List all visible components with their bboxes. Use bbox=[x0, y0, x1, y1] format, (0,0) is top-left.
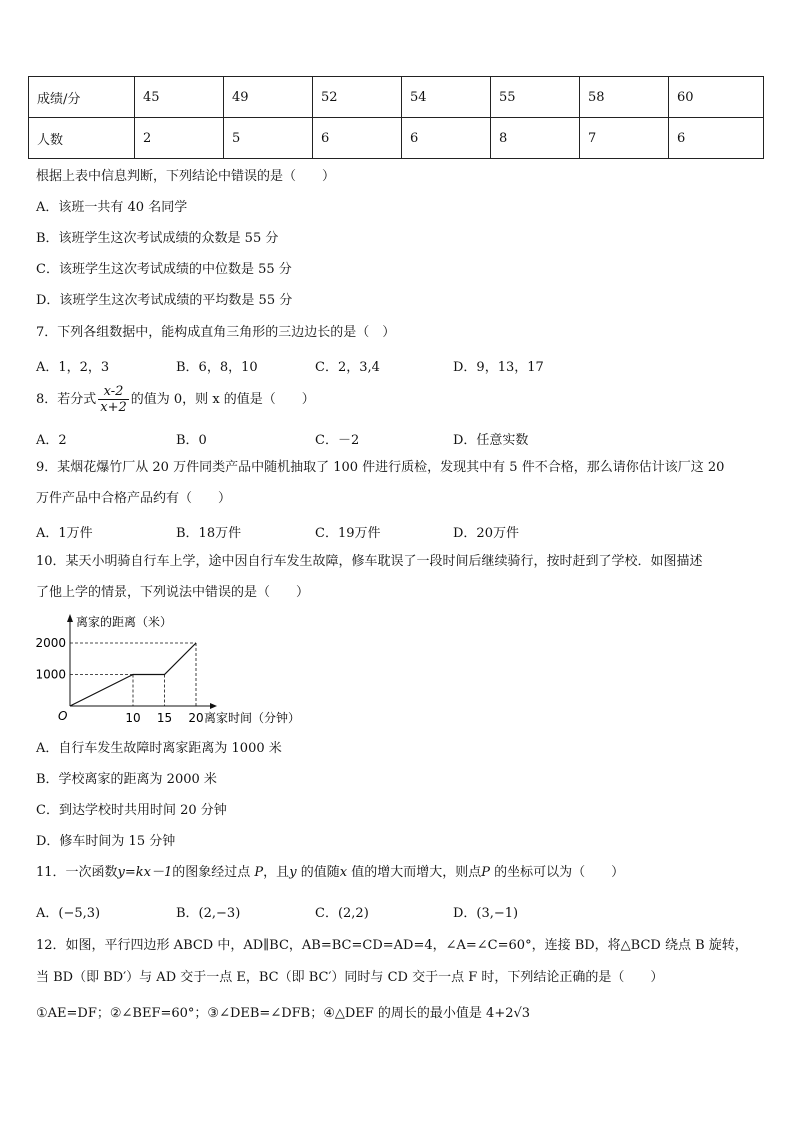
table-row bbox=[29, 77, 764, 118]
q11-point: P bbox=[481, 865, 490, 880]
q8-prefix: 8．若分式 bbox=[36, 392, 97, 407]
table-header-cell: 人数 bbox=[29, 118, 135, 159]
q8-option-c: C．－2 bbox=[315, 433, 360, 448]
q9-line2: 万件产品中合格产品约有（ ） bbox=[36, 491, 232, 506]
q8-option-a: A．2 bbox=[36, 433, 67, 448]
q11-text: 值的增大而增大，则点 bbox=[351, 865, 482, 880]
q12-sqrt: √3 bbox=[513, 1006, 531, 1021]
q8-stem bbox=[36, 383, 315, 417]
q10-option-d: D．修车时间为 15 分钟 bbox=[36, 834, 176, 849]
q10-option-c: C．到达学校时共用时间 20 分钟 bbox=[36, 803, 227, 818]
fraction-numerator: x-2 bbox=[98, 384, 129, 400]
q6-option-d: D．该班学生这次考试成绩的平均数是 55 分 bbox=[36, 293, 293, 308]
score-table bbox=[28, 76, 764, 159]
q8-option-b: B．0 bbox=[176, 433, 207, 448]
q11-option-d: D．(3,−1) bbox=[453, 906, 519, 921]
table-cell: 7 bbox=[580, 118, 669, 159]
distance-time-chart bbox=[30, 608, 330, 733]
table-header-cell: 成绩/分 bbox=[29, 77, 135, 118]
q6-stem: 根据上表中信息判断，下列结论中错误的是（ ） bbox=[36, 169, 336, 184]
q12-line2: 当 BD（即 BD′）与 AD 交于一点 E，BC（即 BC′）同时与 CD 交于一点 F 时，下列结论正确的是（ ） bbox=[36, 970, 664, 985]
x-axis-label: 离家时间（分钟） bbox=[204, 711, 301, 725]
table-cell: 6 bbox=[669, 118, 764, 159]
q11-text: ，且 bbox=[263, 865, 290, 880]
q6-option-a: A．该班一共有 40 名同学 bbox=[36, 200, 188, 215]
q6-option-b: B．该班学生这次考试成绩的众数是 55 分 bbox=[36, 231, 279, 246]
table-cell: 55 bbox=[491, 77, 580, 118]
q7-option-c: C．2，3,4 bbox=[315, 360, 380, 375]
q6-option-c: C．该班学生这次考试成绩的中位数是 55 分 bbox=[36, 262, 292, 277]
q11-option-b: B．(2,−3) bbox=[176, 906, 241, 921]
q11-suffix: 的坐标可以为（ ） bbox=[494, 865, 625, 880]
fraction-denominator: x+2 bbox=[100, 400, 127, 415]
q7-option-b: B．6，8，10 bbox=[176, 360, 258, 375]
table-cell: 58 bbox=[580, 77, 669, 118]
table-cell: 2 bbox=[135, 118, 224, 159]
table-cell: 52 bbox=[313, 77, 402, 118]
y-axis-arrow bbox=[67, 614, 73, 622]
x-axis-arrow bbox=[210, 703, 217, 709]
y-tick-label: 2000 bbox=[35, 636, 66, 650]
table-cell: 49 bbox=[224, 77, 313, 118]
table-row bbox=[29, 118, 764, 159]
x-tick-label: 15 bbox=[156, 711, 173, 725]
table-cell: 8 bbox=[491, 118, 580, 159]
table-cell: 60 bbox=[669, 77, 764, 118]
q10-line2: 了他上学的情景，下列说法中错误的是（ ） bbox=[36, 585, 310, 600]
table-cell: 6 bbox=[402, 118, 491, 159]
q8-fraction bbox=[98, 384, 129, 415]
table-cell: 54 bbox=[402, 77, 491, 118]
q9-line1: 9．某烟花爆竹厂从 20 万件同类产品中随机抽取了 100 件进行质检，发现其中有 5 件不合格，那么请你估计该厂这 20 bbox=[36, 460, 725, 475]
q7-stem: 7．下列各组数据中，能构成直角三角形的三边边长的是（ ） bbox=[36, 325, 396, 340]
q11-stem bbox=[36, 865, 624, 881]
q8-suffix: 的值为 0，则 x 的值是（ ） bbox=[130, 392, 315, 407]
q11-function: y=kx－1 bbox=[117, 865, 173, 880]
q9-option-b: B．18万件 bbox=[176, 526, 242, 541]
y-tick-label: 1000 bbox=[35, 667, 66, 682]
q11-var-y: y bbox=[289, 865, 297, 880]
q11-var-x: x bbox=[339, 865, 348, 880]
q9-option-a: A．1万件 bbox=[36, 526, 93, 541]
q11-option-a: A．(−5,3) bbox=[36, 906, 101, 921]
q9-option-d: D．20万件 bbox=[453, 526, 519, 541]
origin-label: O bbox=[58, 709, 68, 723]
table-cell: 6 bbox=[313, 118, 402, 159]
q11-point: P bbox=[254, 865, 264, 880]
q7-option-d: D．9，13，17 bbox=[453, 360, 544, 375]
q12-line1: 12．如图，平行四边形 ABCD 中，AD∥BC，AB=BC=CD=AD=4，∠A=∠C=60°，连接 BD，将△BCD 绕点 B 旋转， bbox=[36, 938, 748, 953]
q10-line1: 10．某天小明骑自行车上学，途中因自行车发生故障，修车耽误了一段时间后继续骑行，按时赶到了学校．如图描述 bbox=[36, 554, 703, 569]
q8-option-d: D．任意实数 bbox=[453, 433, 529, 448]
q11-text: 的值随 bbox=[300, 865, 340, 880]
q9-option-c: C．19万件 bbox=[315, 526, 381, 541]
q11-middle: 的图象经过点 bbox=[172, 865, 251, 880]
q12-conclusions: ①AE=DF；②∠BEF=60°；③∠DEB=∠DFB；④△DEF 的周长的最小值是 4+2 bbox=[36, 1006, 514, 1021]
q7-option-a: A．1，2，3 bbox=[36, 360, 110, 375]
table-cell: 5 bbox=[224, 118, 313, 159]
table-cell: 45 bbox=[135, 77, 224, 118]
x-tick-label: 10 bbox=[125, 711, 141, 725]
q11-option-c: C．(2,2) bbox=[315, 906, 369, 921]
q11-prefix: 11．一次函数 bbox=[36, 865, 118, 880]
q12-line3 bbox=[36, 1006, 530, 1022]
q10-option-a: A．自行车发生故障时离家距离为 1000 米 bbox=[36, 741, 282, 756]
q10-option-b: B．学校离家的距离为 2000 米 bbox=[36, 772, 217, 787]
y-axis-label: 离家的距离（米） bbox=[76, 615, 173, 629]
x-tick-label: 20 bbox=[188, 711, 204, 725]
